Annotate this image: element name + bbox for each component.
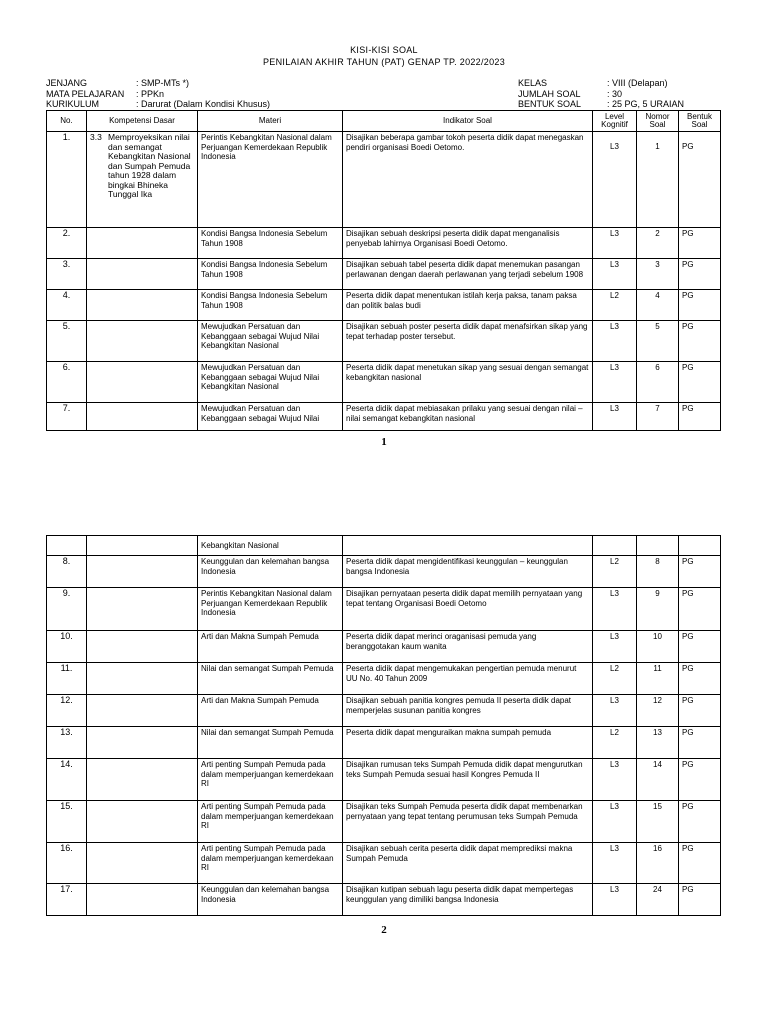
page-number: 2 (381, 924, 387, 936)
kompetensi-dasar (87, 631, 198, 663)
kompetensi-dasar (87, 588, 198, 631)
row-number: 7. (47, 403, 87, 431)
row-number: 2. (47, 228, 87, 259)
table-row (47, 759, 721, 801)
meta-mata-pelajaran (46, 89, 270, 100)
table-row (47, 727, 721, 759)
materi: Mewujudkan Persatuan dan Kebanggaan sebagai Wujud Nilai (198, 403, 343, 431)
bentuk-soal: PG (679, 588, 721, 631)
materi: Keunggulan dan kelemahan bangsa Indonesia (198, 556, 343, 588)
meta-kelas (518, 78, 684, 89)
indikator-soal: Disajikan sebuah tabel peserta didik dapat menemukan pasangan perlawanan dengan daerah perlawanan yang terjadi sebelum 1908 (343, 259, 593, 290)
kompetensi-dasar (87, 403, 198, 431)
level-kognitif: L2 (593, 290, 637, 321)
kompetensi-dasar (87, 695, 198, 727)
meta-left (46, 78, 270, 110)
meta-right (518, 78, 684, 110)
nomor-soal: 6 (637, 362, 679, 403)
kompetensi-dasar (87, 759, 198, 801)
meta-jenjang (46, 78, 270, 89)
meta-value: : PPKn (136, 88, 165, 99)
level-kognitif: L3 (593, 259, 637, 290)
indikator-soal: Disajikan sebuah cerita peserta didik dapat memprediksi makna Sumpah Pemuda (343, 843, 593, 884)
bentuk-soal: PG (679, 759, 721, 801)
row-number: 12. (47, 695, 87, 727)
bentuk-soal: PG (679, 801, 721, 843)
bentuk-soal: PG (679, 290, 721, 321)
table-header-row (47, 111, 721, 132)
meta-label: BENTUK SOAL (518, 99, 582, 109)
column-header: Indikator Soal (343, 111, 593, 132)
level-kognitif: L3 (593, 801, 637, 843)
level-kognitif: L2 (593, 556, 637, 588)
table-row (47, 801, 721, 843)
indikator-soal (343, 536, 593, 556)
materi: Kondisi Bangsa Indonesia Sebelum Tahun 1908 (198, 228, 343, 259)
meta-value: : 30 (607, 88, 623, 99)
nomor-soal: 2 (637, 228, 679, 259)
materi: Arti dan Makna Sumpah Pemuda (198, 695, 343, 727)
row-number (47, 536, 87, 556)
meta-value: : VIII (Delapan) (607, 78, 668, 88)
nomor-soal: 14 (637, 759, 679, 801)
bentuk-soal: PG (679, 321, 721, 362)
bentuk-soal: PG (679, 259, 721, 290)
level-kognitif: L3 (593, 403, 637, 431)
level-kognitif: L3 (593, 588, 637, 631)
row-number: 9. (47, 588, 87, 631)
bentuk-soal: PG (679, 556, 721, 588)
table-row (47, 290, 721, 321)
level-kognitif: L3 (593, 843, 637, 884)
table-row (47, 695, 721, 727)
column-header: Level Kognitif (593, 111, 637, 132)
kompetensi-dasar (87, 884, 198, 916)
indikator-soal: Peserta didik dapat mebiasakan prilaku yang sesuai dengan nilai – nilai semangat kebangkitan nasional (343, 403, 593, 431)
nomor-soal: 24 (637, 884, 679, 916)
row-number: 10. (47, 631, 87, 663)
level-kognitif (593, 536, 637, 556)
meta-value: : SMP-MTs *) (136, 78, 189, 88)
bentuk-soal: PG (679, 228, 721, 259)
meta-kurikulum (46, 99, 270, 110)
bentuk-soal: PG (679, 362, 721, 403)
level-kognitif: L3 (593, 631, 637, 663)
materi: Arti dan Makna Sumpah Pemuda (198, 631, 343, 663)
materi: Nilai dan semangat Sumpah Pemuda (198, 727, 343, 759)
nomor-soal: 13 (637, 727, 679, 759)
level-kognitif: L3 (593, 884, 637, 916)
meta-label: MATA PELAJARAN (46, 88, 125, 99)
nomor-soal: 10 (637, 631, 679, 663)
column-header: Kompetensi Dasar (87, 111, 198, 132)
indikator-soal: Disajikan beberapa gambar tokoh peserta didik dapat menegaskan pendiri organisasi Boedi Oetomo. (343, 132, 593, 228)
materi: Perintis Kebangkitan Nasional dalam Perjuangan Kemerdekaan Republik Indonesia (198, 132, 343, 228)
materi: Nilai dan semangat Sumpah Pemuda (198, 663, 343, 695)
table-row (47, 556, 721, 588)
nomor-soal: 5 (637, 321, 679, 362)
materi: Kondisi Bangsa Indonesia Sebelum Tahun 1908 (198, 259, 343, 290)
level-kognitif: L2 (593, 727, 637, 759)
indikator-soal: Disajikan kutipan sebuah lagu peserta didik dapat mempertegas keunggulan yang dimiliki bangsa Indonesia (343, 884, 593, 916)
nomor-soal: 12 (637, 695, 679, 727)
materi: Keunggulan dan kelemahan bangsa Indonesia (198, 884, 343, 916)
kd-text: Memproyeksikan nilai dan semangat Kebangkitan Nasional dan Sumpah Pemuda tahun 1928 dalam bingkai Bhineka Tunggal Ika (108, 132, 191, 199)
table-row (47, 884, 721, 916)
nomor-soal: 1 (637, 132, 679, 228)
column-header: Nomor Soal (637, 111, 679, 132)
kompetensi-dasar (87, 727, 198, 759)
kompetensi-dasar (87, 663, 198, 695)
row-number: 17. (47, 884, 87, 916)
indikator-soal: Disajikan rumusan teks Sumpah Pemuda didik dapat mengurutkan teks Sumpah Pemuda sesuai hasil Kongres Pemuda II (343, 759, 593, 801)
table-row (47, 132, 721, 228)
bentuk-soal: PG (679, 695, 721, 727)
nomor-soal: 15 (637, 801, 679, 843)
materi: Mewujudkan Persatuan dan Kebanggaan sebagai Wujud Nilai Kebangkitan Nasional (198, 362, 343, 403)
nomor-soal: 3 (637, 259, 679, 290)
kd-code: 3.3 (90, 132, 102, 142)
indikator-soal: Peserta didik dapat merinci oraganisasi pemuda yang beranggotakan kaum wanita (343, 631, 593, 663)
document-subtitle: PENILAIAN AKHIR TAHUN (PAT) GENAP TP. 2022/2023 (262, 57, 506, 67)
indikator-soal: Peserta didik dapat menentukan istilah kerja paksa, tanam paksa dan politik balas budi (343, 290, 593, 321)
document-page-2 (0, 464, 768, 1024)
table-row (47, 228, 721, 259)
row-number: 1. (47, 132, 87, 228)
meta-jumlah-soal (518, 89, 684, 100)
row-number: 15. (47, 801, 87, 843)
meta-value: : 25 PG, 5 URAIAN (607, 99, 685, 109)
indikator-soal: Disajikan sebuah deskripsi peserta didik dapat menganalisis penyebab lahirnya Organisasi Boedi Oetomo. (343, 228, 593, 259)
kompetensi-dasar (87, 843, 198, 884)
bentuk-soal: PG (679, 132, 721, 228)
table-row (47, 403, 721, 431)
table-row (47, 631, 721, 663)
indikator-soal: Disajikan sebuah poster peserta didik dapat menafsirkan sikap yang tepat terhadap poster tersebut. (343, 321, 593, 362)
nomor-soal: 9 (637, 588, 679, 631)
nomor-soal: 8 (637, 556, 679, 588)
document-title: KISI-KISI SOAL (350, 45, 418, 55)
row-number: 3. (47, 259, 87, 290)
level-kognitif: L3 (593, 695, 637, 727)
row-number: 8. (47, 556, 87, 588)
nomor-soal: 4 (637, 290, 679, 321)
nomor-soal: 11 (637, 663, 679, 695)
meta-label: KURIKULUM (46, 99, 100, 109)
row-number: 4. (47, 290, 87, 321)
row-number: 14. (47, 759, 87, 801)
nomor-soal: 7 (637, 403, 679, 431)
indikator-soal: Peserta didik dapat mengemukakan pengertian pemuda menurut UU No. 40 Tahun 2009 (343, 663, 593, 695)
kompetensi-dasar (87, 362, 198, 403)
table-row (47, 843, 721, 884)
indikator-soal: Peserta didik dapat menguraikan makna sumpah pemuda (343, 727, 593, 759)
level-kognitif: L3 (593, 321, 637, 362)
kompetensi-dasar (87, 536, 198, 556)
table-row (47, 321, 721, 362)
table-row (47, 259, 721, 290)
meta-label: JENJANG (46, 78, 88, 88)
kisi-table-page-1 (46, 110, 721, 431)
nomor-soal: 16 (637, 843, 679, 884)
materi: Arti penting Sumpah Pemuda pada dalam memperjuangan kemerdekaan RI (198, 759, 343, 801)
meta-label: KELAS (518, 78, 548, 88)
document-page-1 (0, 0, 768, 464)
indikator-soal: Disajikan sebuah panitia kongres pemuda II peserta didik dapat memperjelas susunan panitia kongres (343, 695, 593, 727)
kompetensi-dasar (87, 132, 198, 228)
nomor-soal (637, 536, 679, 556)
row-number: 5. (47, 321, 87, 362)
column-header: No. (47, 111, 87, 132)
row-number: 6. (47, 362, 87, 403)
materi: Arti penting Sumpah Pemuda pada dalam memperjuangan kemerdekaan RI (198, 801, 343, 843)
indikator-soal: Peserta didik dapat menetukan sikap yang sesuai dengan semangat kebangkitan nasional (343, 362, 593, 403)
materi: Mewujudkan Persatuan dan Kebanggaan sebagai Wujud Nilai Kebangkitan Nasional (198, 321, 343, 362)
indikator-soal: Disajikan pernyataan peserta didik dapat memilih pernyataan yang tepat tentang Organisasi Boedi Oetomo (343, 588, 593, 631)
bentuk-soal: PG (679, 727, 721, 759)
level-kognitif: L3 (593, 132, 637, 228)
kompetensi-dasar (87, 259, 198, 290)
table-row (47, 663, 721, 695)
materi: Kondisi Bangsa Indonesia Sebelum Tahun 1908 (198, 290, 343, 321)
kompetensi-dasar (87, 321, 198, 362)
level-kognitif: L3 (593, 362, 637, 403)
row-number: 11. (47, 663, 87, 695)
materi: Kebangkitan Nasional (198, 536, 343, 556)
materi: Arti penting Sumpah Pemuda pada dalam memperjuangan kemerdekaan RI (198, 843, 343, 884)
column-header: Materi (198, 111, 343, 132)
table-row-continuation (47, 536, 721, 556)
bentuk-soal: PG (679, 663, 721, 695)
indikator-soal: Disajikan teks Sumpah Pemuda peserta didik dapat membenarkan pernyataan yang tepat tentang perumusan teks Sumpah Pemuda (343, 801, 593, 843)
level-kognitif: L3 (593, 759, 637, 801)
row-number: 13. (47, 727, 87, 759)
kisi-table-page-2 (46, 535, 721, 916)
kompetensi-dasar (87, 556, 198, 588)
kompetensi-dasar (87, 228, 198, 259)
bentuk-soal (679, 536, 721, 556)
level-kognitif: L3 (593, 228, 637, 259)
meta-label: JUMLAH SOAL (518, 88, 581, 99)
column-header: Bentuk Soal (679, 111, 721, 132)
meta-bentuk-soal (518, 99, 684, 110)
row-number: 16. (47, 843, 87, 884)
table-row (47, 362, 721, 403)
kompetensi-dasar (87, 290, 198, 321)
bentuk-soal: PG (679, 403, 721, 431)
bentuk-soal: PG (679, 843, 721, 884)
table-row (47, 588, 721, 631)
meta-value: : Darurat (Dalam Kondisi Khusus) (136, 99, 271, 109)
materi: Perintis Kebangkitan Nasional dalam Perjuangan Kemerdekaan Republik Indonesia (198, 588, 343, 631)
indikator-soal: Peserta didik dapat mengidentifikasi keunggulan – keunggulan bangsa Indonesia (343, 556, 593, 588)
bentuk-soal: PG (679, 631, 721, 663)
page-number: 1 (381, 436, 387, 448)
bentuk-soal: PG (679, 884, 721, 916)
kompetensi-dasar (87, 801, 198, 843)
level-kognitif: L2 (593, 663, 637, 695)
